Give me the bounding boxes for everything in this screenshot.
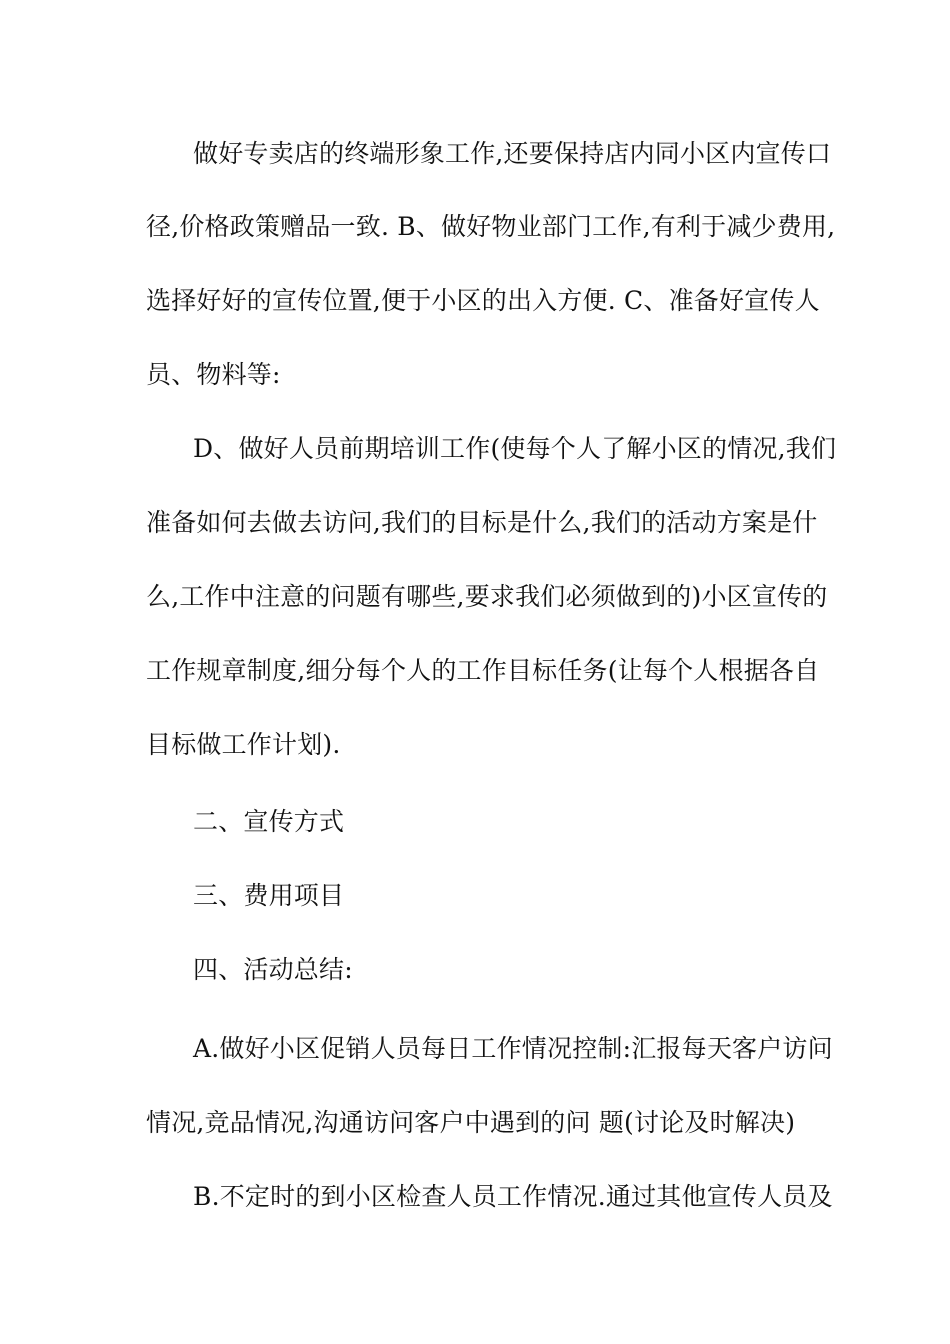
paragraph-line: D、做好人员前期培训工作(使每个人了解小区的情况,我们 xyxy=(193,434,837,463)
paragraph-line: 选择好好的宣传位置,便于小区的出入方便. C、准备好宣传人 xyxy=(146,286,820,315)
paragraph-line: 目标做工作计划). xyxy=(146,730,341,759)
section-heading: 四、活动总结: xyxy=(193,955,353,984)
paragraph-line: 径,价格政策赠品一致. B、做好物业部门工作,有利于减少费用, xyxy=(146,212,836,241)
paragraph-line: 工作规章制度,细分每个人的工作目标任务(让每个人根据各自 xyxy=(146,656,820,685)
paragraph-line: 准备如何去做去访问,我们的目标是什么,我们的活动方案是什 xyxy=(146,508,818,537)
paragraph-line: 员、物料等: xyxy=(146,360,281,389)
paragraph-line: A.做好小区促销人员每日工作情况控制:汇报每天客户访问 xyxy=(193,1034,833,1063)
paragraph-line: 么,工作中注意的问题有哪些,要求我们必须做到的)小区宣传的 xyxy=(146,582,828,611)
section-heading: 三、费用项目 xyxy=(193,881,345,910)
paragraph-line: 做好专卖店的终端形象工作,还要保持店内同小区内宣传口 xyxy=(193,139,832,168)
paragraph-line: B.不定时的到小区检查人员工作情况.通过其他宣传人员及 xyxy=(193,1182,833,1211)
section-heading: 二、宣传方式 xyxy=(193,807,345,836)
paragraph-line: 情况,竞品情况,沟通访问客户中遇到的问 题(讨论及时解决) xyxy=(146,1108,796,1137)
